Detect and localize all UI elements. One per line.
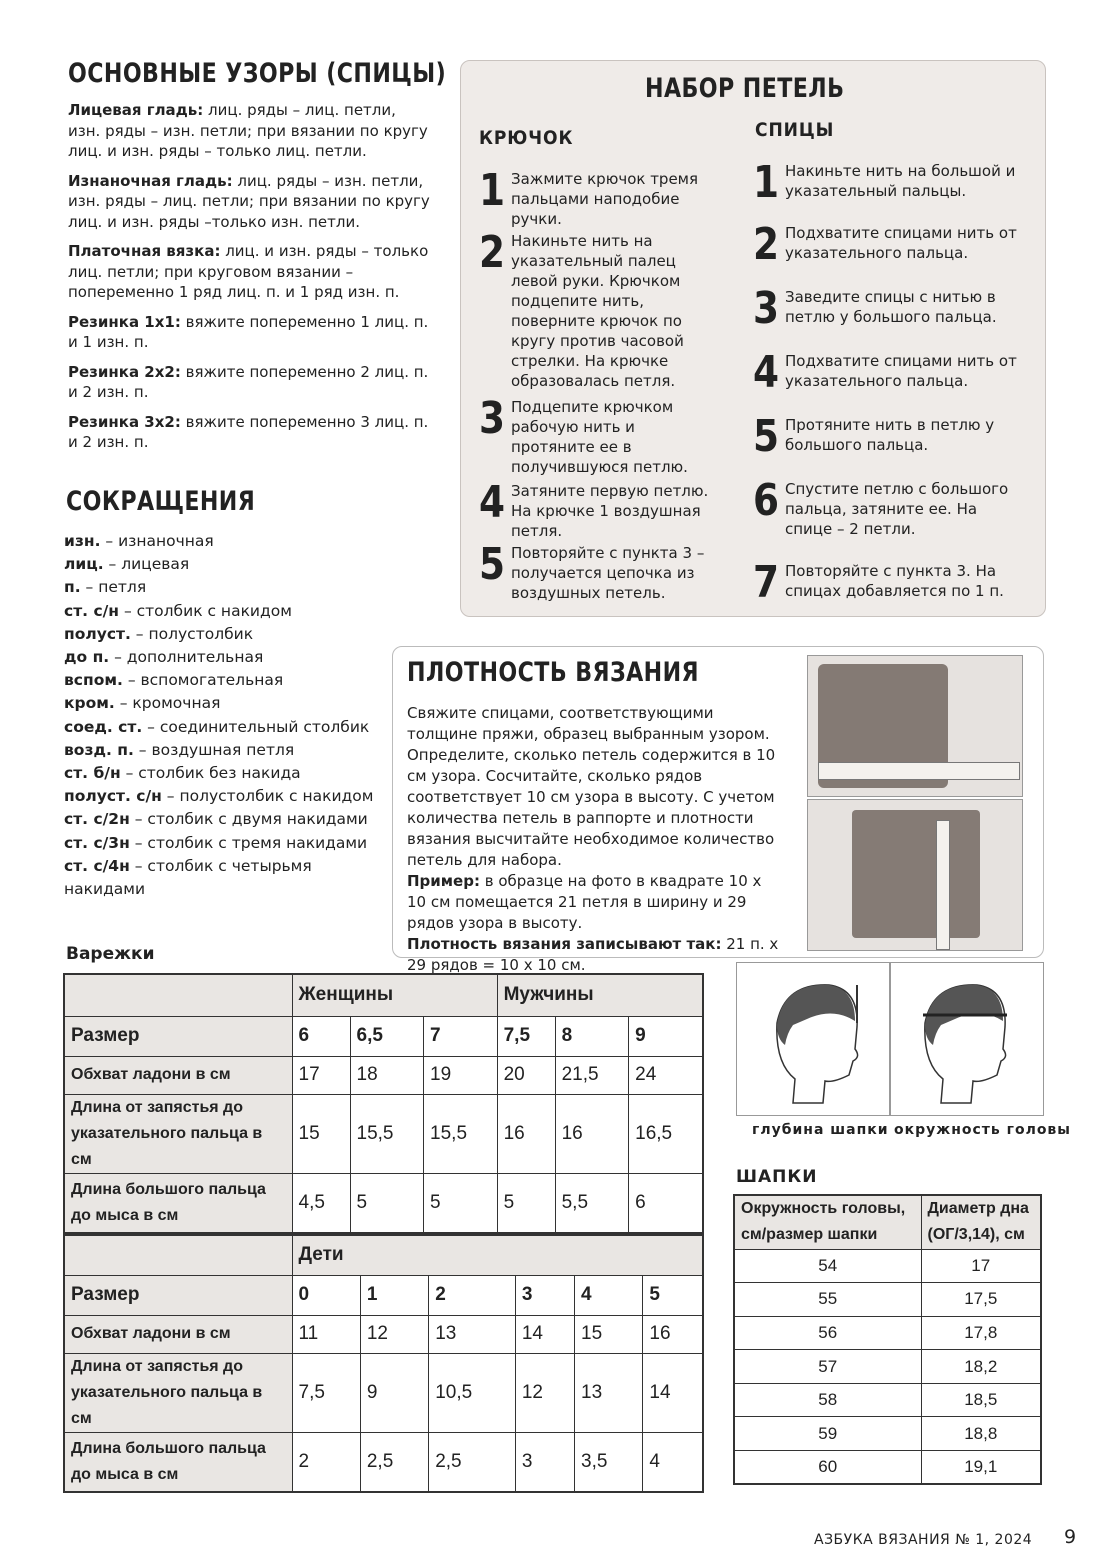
step-number: 3 [753,283,780,334]
pattern-text: вяжите попеременно 3 лиц. п. и 2 изн. п. [68,412,429,451]
table-row [734,1451,1041,1485]
abbr-term: полуст. [64,624,131,643]
abbr-item [64,576,384,599]
size-cell: 5 [643,1275,703,1315]
step-number: 6 [753,475,780,526]
abbr-text: – воздушная петля [133,740,295,759]
size-cell: 3 [515,1275,574,1315]
value-cell: 13 [575,1353,643,1432]
abbr-term: ст. с/3н [64,833,130,852]
cast-on-step [479,227,729,391]
abbr-item [64,808,384,831]
cast-on-step [479,477,729,541]
pattern-term: Лицевая гладь: [68,101,204,119]
value-cell: 5 [424,1173,498,1233]
value-cell: 2,5 [360,1432,428,1492]
step-text: Заведите спицы с нитью в петлю у большого пальца. [785,288,997,326]
size-cell: 1 [360,1275,428,1315]
hat-cell: 18,8 [921,1417,1041,1451]
step-text: Накиньте нить на большой и указательный пальцы. [785,162,1016,200]
hat-cell: 60 [734,1451,921,1485]
group-women: Женщины [292,974,497,1016]
size-cell: 9 [629,1016,703,1056]
table-row [64,1173,703,1233]
size-cell: 0 [292,1275,360,1315]
group-kids: Дети [292,1235,703,1275]
abbr-text: – столбик с четырьмя накидами [64,856,312,899]
hat-cell: 19,1 [921,1451,1041,1485]
value-cell: 9 [360,1353,428,1432]
abbr-title: СОКРАЩЕНИЯ [66,486,256,517]
table-row [64,1275,703,1315]
hat-cell: 57 [734,1350,921,1384]
gauge-panel [392,646,1044,974]
step-text: Подцепите крючком рабочую нить и протяните ее в получившуюся петлю. [511,398,688,476]
abbr-text: – петля [80,578,147,597]
pattern-item [68,241,430,303]
abbr-item [64,716,384,739]
abbr-item [64,646,384,669]
abbr-text: – кромочная [114,694,221,713]
gauge-example-term: Пример: [407,872,480,890]
cast-on-step [753,283,1035,334]
value-cell: 15 [292,1094,350,1173]
step-number: 1 [479,165,506,216]
head-circumference-icon [891,963,1043,1115]
value-cell: 14 [515,1315,574,1353]
mittens-kids-table [63,1234,704,1493]
table-row [64,1094,703,1173]
value-cell: 13 [429,1315,516,1353]
abbr-term: п. [64,578,81,597]
size-label: Размер [64,1275,292,1315]
abbr-term: соед. ст. [64,717,143,736]
step-text: Зажмите крючок тремя пальцами наподобие ручки. [511,170,699,228]
hat-cell: 17 [921,1249,1041,1283]
value-cell: 21,5 [555,1056,629,1094]
abbr-text: – дополнительная [109,648,264,667]
step-number: 5 [479,539,506,590]
table-row [734,1316,1041,1350]
gauge-body: Свяжите спицами, соответствующими толщине пряжи, образец выбранным узором. Определите, сколько петель содержится в 10 см узора. Сосчитайте, сколько рядов соответствует 10 см узора в высоту. С учетом количества петель в раппорте и плотности вязания высчитайте необходимое количество петель для набора. [407,704,776,869]
magazine-footer: АЗБУКА ВЯЗАНИЯ № 1, 2024 [814,1532,1033,1548]
table-row [734,1283,1041,1317]
pattern-text: вяжите попеременно 1 лиц. п. и 1 изн. п. [68,312,429,351]
value-cell: 15 [575,1315,643,1353]
value-cell: 4,5 [292,1173,350,1233]
table-corner [64,1235,292,1275]
gauge-text [407,703,783,976]
step-text: Протяните нить в петлю у большого пальца. [785,416,995,454]
hat-cell: 17,5 [921,1283,1041,1317]
value-cell: 5,5 [555,1173,629,1233]
value-cell: 16 [643,1315,703,1353]
step-text: Подхватите спицами нить от указательного пальца. [785,224,1017,262]
table-row [64,1235,703,1275]
abbr-text: – столбик с тремя накидами [129,833,368,852]
abbr-item [64,762,384,785]
value-cell: 14 [643,1353,703,1432]
hat-cell: 17,8 [921,1316,1041,1350]
abbr-term: полуст. с/н [64,787,162,806]
hat-cell: 54 [734,1249,921,1283]
hat-cell: 18,5 [921,1383,1041,1417]
table-row [64,1315,703,1353]
abbr-list [64,530,384,901]
abbr-item [64,855,324,901]
table-row [64,974,703,1016]
size-cell: 2 [429,1275,516,1315]
value-cell: 3,5 [575,1432,643,1492]
group-men: Мужчины [497,974,703,1016]
abbr-text: – вспомогательная [122,671,284,690]
row-label: Длина от запястья до указательного пальца в см [64,1353,292,1432]
step-number: 4 [753,347,780,398]
pattern-item [68,312,430,353]
pattern-item [68,100,430,162]
value-cell: 12 [360,1315,428,1353]
table-row [734,1350,1041,1384]
step-number: 1 [753,157,780,208]
step-number: 4 [479,477,506,528]
row-label: Обхват ладони в см [64,1056,292,1094]
hats-col-head: Диаметр дна (ОГ/3,14), см [921,1195,1041,1249]
step-text: Повторяйте с пункта 3 – получается цепочка из воздушных петель. [511,544,705,602]
abbr-item [64,530,384,553]
gauge-photo-horizontal [807,655,1023,797]
abbr-item [64,553,384,576]
cast-on-step [753,347,1035,398]
pattern-text: лиц. ряды – лиц. петли, изн. ряды – изн. петли; при вязании по кругу лиц. и изн. ряды – только лиц. петли. [68,101,428,160]
size-label: Размер [64,1016,292,1056]
step-text: Повторяйте с пункта 3. На спицах добавляется по 1 п. [785,562,1004,600]
abbr-item [64,669,384,692]
step-number: 2 [479,227,506,278]
abbr-item [64,785,384,808]
abbr-term: вспом. [64,671,123,690]
patterns-title: ОСНОВНЫЕ УЗОРЫ (СПИЦЫ) [68,58,447,89]
abbr-item [64,600,384,623]
row-label: Обхват ладони в см [64,1315,292,1353]
abbr-term: лиц. [64,555,104,574]
value-cell: 16 [497,1094,555,1173]
step-text: Накиньте нить на указательный палец левой руки. Крючком подцепите нить, поверните крючок по кругу против часовой стрелки. На крючке образовалась петля. [511,232,684,390]
abbr-text: – соединительный столбик [142,717,370,736]
value-cell: 7,5 [292,1353,360,1432]
abbr-item [64,692,384,715]
hat-cell: 55 [734,1283,921,1317]
cast-on-step [479,165,729,229]
abbr-term: до п. [64,648,110,667]
table-corner [64,974,292,1016]
row-label: Длина большого пальца до мыса в см [64,1432,292,1492]
value-cell: 17 [292,1056,350,1094]
value-cell: 24 [629,1056,703,1094]
value-cell: 19 [424,1056,498,1094]
pattern-term: Платочная вязка: [68,242,221,260]
row-label: Длина большого пальца до мыса в см [64,1173,292,1233]
value-cell: 10,5 [429,1353,516,1432]
cast-on-step [753,411,1035,462]
head-depth-caption: глубина шапки [752,1122,889,1138]
pattern-text: лиц. ряды – изн. петли, изн. ряды – лиц. петли; при вязании по кругу лиц. и изн. ряды –только изн. петли. [68,171,430,231]
abbr-term: ст. с/4н [64,856,130,875]
patterns-list [68,100,430,462]
step-number: 2 [753,219,780,270]
abbr-text: – столбик с накидом [119,601,292,620]
tape-measure-icon [818,762,1020,780]
value-cell: 4 [643,1432,703,1492]
value-cell: 6 [629,1173,703,1233]
size-cell: 7 [424,1016,498,1056]
table-row [64,1016,703,1056]
pattern-text: лиц. и изн. ряды – только лиц. петли; при круговом вязании – попеременно 1 ряд лиц. п. и 1 ряд изн. п. [68,242,429,301]
abbr-term: возд. п. [64,740,134,759]
value-cell: 15,5 [350,1094,424,1173]
abbr-text: – изнаночная [100,532,214,550]
hat-cell: 18,2 [921,1350,1041,1384]
needles-title: СПИЦЫ [755,119,835,141]
table-row [64,1353,703,1432]
hat-cell: 59 [734,1417,921,1451]
head-depth-icon [737,963,889,1115]
cast-on-step [479,539,729,603]
hats-col-head: Окружность головы, см/размер шапки [734,1195,921,1249]
ruler-icon [936,820,950,950]
value-cell: 15,5 [424,1094,498,1173]
abbr-term: изн. [64,532,101,550]
table-row [734,1195,1041,1249]
gauge-record-text: 21 п. х 29 рядов = 10 х 10 см. [407,935,779,974]
step-number: 3 [479,393,506,444]
step-text: Затяните первую петлю. На крючке 1 воздушная петля. [511,482,709,540]
abbr-term: ст. с/н [64,601,120,620]
abbr-text: – столбик без накида [120,764,301,783]
table-row [64,1432,703,1492]
pattern-term: Резинка 1х1: [68,312,181,331]
value-cell: 2,5 [429,1432,516,1492]
abbr-item [64,623,384,646]
cast-on-step [753,157,1035,208]
pattern-term: Изнаночная гладь: [68,171,233,190]
gauge-record-term: Плотность вязания записывают так: [407,935,722,953]
table-row [734,1417,1041,1451]
pattern-term: Резинка 3х2: [68,412,181,431]
step-number: 7 [753,557,780,608]
value-cell: 2 [292,1432,360,1492]
abbr-text: – полустолбик с накидом [161,787,374,806]
cast-on-step [479,393,729,477]
cast-on-panel [460,60,1046,617]
pattern-term: Резинка 2х2: [68,362,181,381]
value-cell: 20 [497,1056,555,1094]
size-cell: 8 [555,1016,629,1056]
pattern-item [68,412,430,453]
value-cell: 3 [515,1432,574,1492]
table-row [734,1249,1041,1283]
step-number: 5 [753,411,780,462]
abbr-term: ст. с/2н [64,810,130,829]
step-text: Подхватите спицами нить от указательного пальца. [785,352,1017,390]
abbr-item [64,739,384,762]
hat-cell: 58 [734,1383,921,1417]
value-cell: 5 [350,1173,424,1233]
gauge-photo-vertical [807,799,1023,951]
row-label: Длина от запястья до указательного пальца в см [64,1094,292,1173]
head-circumference-illustration [890,962,1044,1116]
gauge-example-text: в образце на фото в квадрате 10 х 10 см помещается 21 петля в ширину и 29 рядов узора в высоту. [407,872,762,932]
cast-on-title: НАБОР ПЕТЕЛЬ [645,73,845,104]
abbr-term: кром. [64,694,115,713]
value-cell: 18 [350,1056,424,1094]
value-cell: 16,5 [629,1094,703,1173]
mittens-adult-table [63,973,704,1234]
abbr-text: – лицевая [103,555,190,574]
mittens-title: Варежки [66,944,155,964]
size-cell: 4 [575,1275,643,1315]
value-cell: 5 [497,1173,555,1233]
head-circumference-caption: окружность головы [894,1122,1071,1138]
pattern-text: вяжите попеременно 2 лиц. п. и 2 изн. п. [68,362,429,401]
pattern-item [68,171,430,233]
size-cell: 6 [292,1016,350,1056]
table-row [734,1383,1041,1417]
hat-cell: 56 [734,1316,921,1350]
abbr-item [64,832,384,855]
abbr-text: – столбик с двумя накидами [129,810,368,829]
gauge-title: ПЛОТНОСТЬ ВЯЗАНИЯ [407,657,699,688]
hats-table [733,1194,1042,1485]
size-cell: 6,5 [350,1016,424,1056]
pattern-item [68,362,430,403]
size-cell: 7,5 [497,1016,555,1056]
value-cell: 16 [555,1094,629,1173]
hats-title: ШАПКИ [736,1167,818,1187]
head-depth-illustration [736,962,890,1116]
step-text: Спустите петлю с большого пальца, затяните ее. На спице – 2 петли. [785,480,1009,538]
abbr-term: ст. б/н [64,764,121,783]
value-cell: 11 [292,1315,360,1353]
hook-title: КРЮЧОК [479,127,574,149]
table-row [64,1056,703,1094]
cast-on-step [753,475,1035,539]
cast-on-step [753,219,1035,270]
cast-on-step [753,557,1035,608]
value-cell: 12 [515,1353,574,1432]
page-number: 9 [1064,1526,1077,1548]
abbr-text: – полустолбик [130,624,254,643]
